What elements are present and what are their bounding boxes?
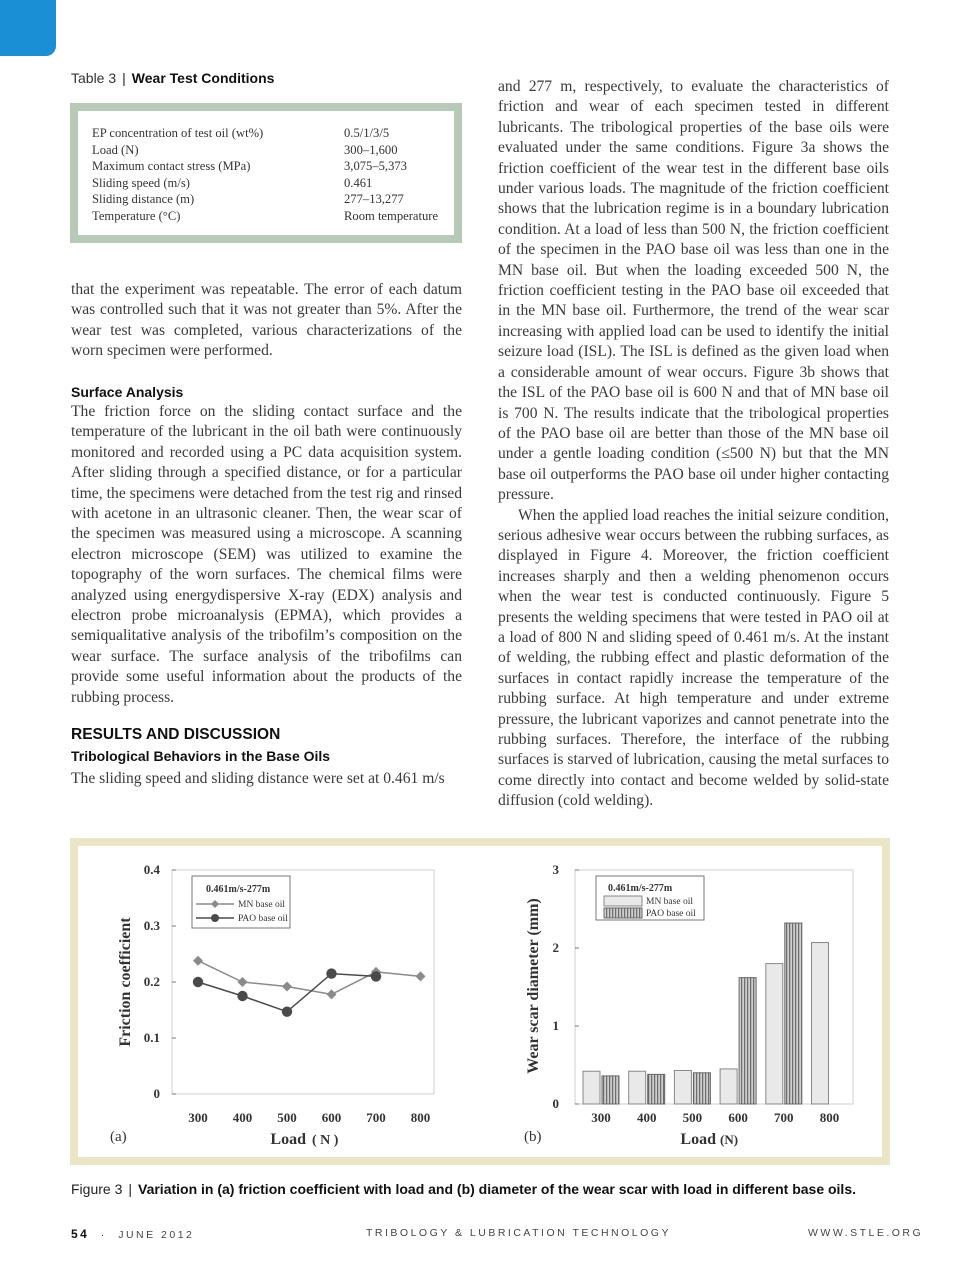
table-body [78, 111, 454, 235]
legend-marker-pao [211, 914, 219, 922]
data-point-mn [327, 989, 337, 999]
section-heading-results: RESULTS AND DISCUSSION [71, 726, 281, 743]
data-point-mn [282, 981, 292, 991]
x-tick-label-a: 800 [410, 1110, 431, 1125]
x-axis-unit-a: ( N ) [312, 1133, 339, 1148]
body-paragraph: The sliding speed and sliding distance were set at 0.461 m/s [71, 770, 445, 787]
bar-mn [766, 964, 783, 1104]
x-tick-label-b: 400 [636, 1110, 657, 1125]
website-link[interactable]: WWW.STLE.ORG [808, 1227, 924, 1239]
y-tick-label-a: 0.3 [143, 918, 160, 933]
page-corner-tab [0, 0, 56, 56]
table-value: 277–13,277 [344, 192, 404, 207]
x-tick-label-b: 500 [682, 1110, 703, 1125]
body-paragraph: When the applied load reaches the initial seizure condition, serious adhesive wear occurs between the rubbing surfaces, as displayed in Figure 4. Moreover, the friction coefficient increases sharply and then a welding phenomenon occurs when the wear test is conducted continuously. Figure 5 presents the welding specimens that were tested in PAO oil at a load of 800 N and sliding speed of 0.461 m/s. At the instant of welding, the rubbing effect and plastic deformation of the surfaces in contact rapidly increase the temperature of the rubbing surface. At high temperature and under extreme pressure, the lubricant vaporizes and cannot penetrate into the rubbing surfaces. Therefore, the interface of the rubbing surfaces is starved of lubrication, causing the metal surfaces to come directly into contact and become welded by solid-state diffusion (cold welding). [498, 506, 889, 810]
x-tick-label-b: 600 [728, 1110, 748, 1125]
table-row [92, 175, 444, 192]
table-row [92, 191, 444, 208]
issue-date: JUNE 2012 [118, 1229, 195, 1241]
page-number: 54 [71, 1227, 90, 1241]
x-tick-label-a: 500 [277, 1110, 297, 1125]
x-tick-label-a: 600 [321, 1110, 342, 1125]
legend-swatch-pao [604, 908, 642, 918]
y-tick-label-a: 0.1 [143, 1030, 160, 1045]
x-tick-label-b: 800 [819, 1110, 840, 1125]
bar-pao [785, 923, 802, 1104]
bar-mn [812, 943, 829, 1104]
table-row [92, 142, 444, 159]
table-row [92, 125, 444, 142]
bar-mn [629, 1071, 646, 1104]
table-param: Temperature (°C) [92, 208, 181, 223]
section-heading-surface-analysis: Surface Analysis [71, 384, 184, 400]
bar-mn [720, 1069, 737, 1104]
table-param: Sliding distance (m) [92, 192, 195, 207]
figure-3-frame [70, 838, 890, 1165]
data-point-mn [193, 956, 203, 966]
y-tick-label-b: 1 [552, 1018, 559, 1033]
figure-title: Variation in (a) friction coefficient with load and (b) diameter of the wear scar with load in different base oils. [138, 1181, 856, 1197]
legend-swatch-mn [604, 896, 642, 906]
table-value: 0.5/1/3/5 [344, 126, 390, 140]
panel-label-a: (a) [110, 1129, 127, 1145]
left-column-surface-analysis [71, 382, 462, 708]
footer-dot: · [100, 1229, 107, 1241]
x-tick-label-b: 700 [774, 1110, 794, 1125]
data-point-mn [238, 977, 248, 987]
bar-mn [583, 1071, 600, 1104]
y-tick-label-b: 3 [552, 862, 559, 877]
x-tick-label-a: 700 [366, 1110, 386, 1125]
bar-pao [693, 1073, 710, 1104]
table-label: Table 3 [71, 70, 117, 86]
x-axis-label-b: Load [680, 1131, 716, 1148]
left-column-intro [71, 280, 462, 362]
x-tick-label-a: 300 [188, 1110, 208, 1125]
legend-label-pao-b: PAO base oil [646, 909, 696, 919]
figure-caption [71, 1181, 856, 1197]
figure-3-panels [78, 846, 882, 1157]
y-axis-label-a: Friction coefficient [117, 917, 134, 1047]
y-tick-label-b: 2 [552, 940, 559, 955]
x-axis-unit-b: (N) [720, 1132, 739, 1147]
table-row [92, 208, 444, 225]
bar-mn [674, 1070, 691, 1104]
x-axis-label-a: Load [270, 1131, 306, 1148]
x-tick-label-b: 300 [591, 1110, 611, 1125]
y-tick-label-a: 0.2 [143, 974, 160, 989]
caption-separator: | [128, 1181, 132, 1197]
legend-title-b: 0.461m/s-277m [608, 883, 673, 894]
y-tick-label-a: 0.4 [143, 862, 160, 877]
panel-label-b: (b) [524, 1129, 542, 1145]
caption-separator: | [122, 70, 126, 86]
figure-3-svg [78, 846, 882, 1157]
legend-label-pao: PAO base oil [238, 914, 288, 924]
right-column [498, 77, 889, 812]
y-tick-label-a: 0 [153, 1086, 160, 1101]
body-paragraph: The friction force on the sliding contact surface and the temperature of the lubricant in the oil bath were continuously monitored and recorded using a PC data acquisition system. After sliding through a specified distance, or for a particular time, the specimens were detached from the test rig and rinsed with acetone in an ultrasonic cleaner. Then, the wear scar of the specimen was measured using a microscope. A scanning electron microscope (SEM) was utilized to examine the topography of the worn surfaces. The chemical films were analyzed using energydispersive X-ray (EDX) analysis and electron probe microanalysis (EPMA), which provides a semiqualitative analysis of the tribofilm’s composition on the wear surface. The surface analysis of the tribofilms can provide some useful information about the products of the rubbing process. [71, 403, 462, 706]
bar-pao [602, 1076, 619, 1104]
y-axis-label-b: Wear scar diameter (mm) [525, 898, 542, 1074]
table-value: 3,075–5,373 [344, 159, 407, 174]
wear-test-conditions-table [70, 103, 462, 243]
footer-page-info [71, 1227, 194, 1241]
data-point-pao [326, 968, 336, 978]
table-value: 300–1,600 [344, 142, 398, 157]
data-point-pao [237, 991, 247, 1001]
table-caption [71, 70, 274, 86]
table-param: Maximum contact stress (MPa) [92, 159, 251, 174]
data-point-pao [193, 977, 203, 987]
bar-pao [648, 1074, 665, 1104]
subsection-heading-tribological: Tribological Behaviors in the Base Oils [71, 748, 331, 764]
data-point-pao [282, 1006, 292, 1016]
table-row [92, 158, 444, 175]
legend-title-a: 0.461m/s-277m [206, 884, 271, 895]
body-paragraph: and 277 m, respectively, to evaluate the characteristics of friction and wear of each specimen tested in different lubricants. The tribological properties of the base oils were evaluated under the same conditions. Figure 3a shows the friction coefficient of the wear test in the different base oils under various loads. The magnitude of the friction coefficient shows that the lubrication regime is in a boundary lubrication condition. At a load of less than 500 N, the friction coefficient of the specimen in the PAO base oil was less than one in the MN base oil. But when the loading exceeded 500 N, the friction coefficient testing in the PAO base oil exceeded that in the MN base oil. Furthermore, the trend of the wear scar increasing with applied load can be used to identify the initial seizure load (ISL). The ISL is defined as the given load when a considerable amount of wear occurs. Figure 3b shows that the ISL of the PAO base oil is 600 N and that of MN base oil is 700 N. The results indicate that the tribological properties of the PAO base oil are better than those of the MN base oil under a gentle loading condition (≤500 N) but that the MN base oil outperforms the PAO base oil under higher contacting pressure. [498, 78, 889, 504]
left-column-results [71, 724, 462, 789]
y-tick-label-b: 0 [552, 1096, 559, 1111]
series-line-pao [198, 974, 376, 1012]
journal-name: TRIBOLOGY & LUBRICATION TECHNOLOGY [366, 1227, 671, 1239]
table-param: Load (N) [92, 142, 139, 157]
body-paragraph: that the experiment was repeatable. The error of each datum was controlled such that it was not greater than 5%. After the wear test was completed, various characterizations of the worn specimen were performed. [71, 281, 462, 360]
figure-label: Figure 3 [71, 1181, 123, 1197]
table-value: 0.461 [344, 175, 373, 190]
table-title: Wear Test Conditions [131, 70, 275, 86]
table-param: EP concentration of test oil (wt%) [92, 126, 264, 140]
legend-label-mn: MN base oil [238, 900, 285, 910]
series-line-mn [198, 961, 421, 995]
bar-pao [739, 978, 756, 1104]
table-value: Room temperature [344, 208, 439, 223]
table-param: Sliding speed (m/s) [92, 175, 190, 190]
data-point-mn [416, 971, 426, 981]
x-tick-label-a: 400 [232, 1110, 253, 1125]
data-point-pao [371, 971, 381, 981]
legend-label-mn-b: MN base oil [646, 897, 693, 907]
